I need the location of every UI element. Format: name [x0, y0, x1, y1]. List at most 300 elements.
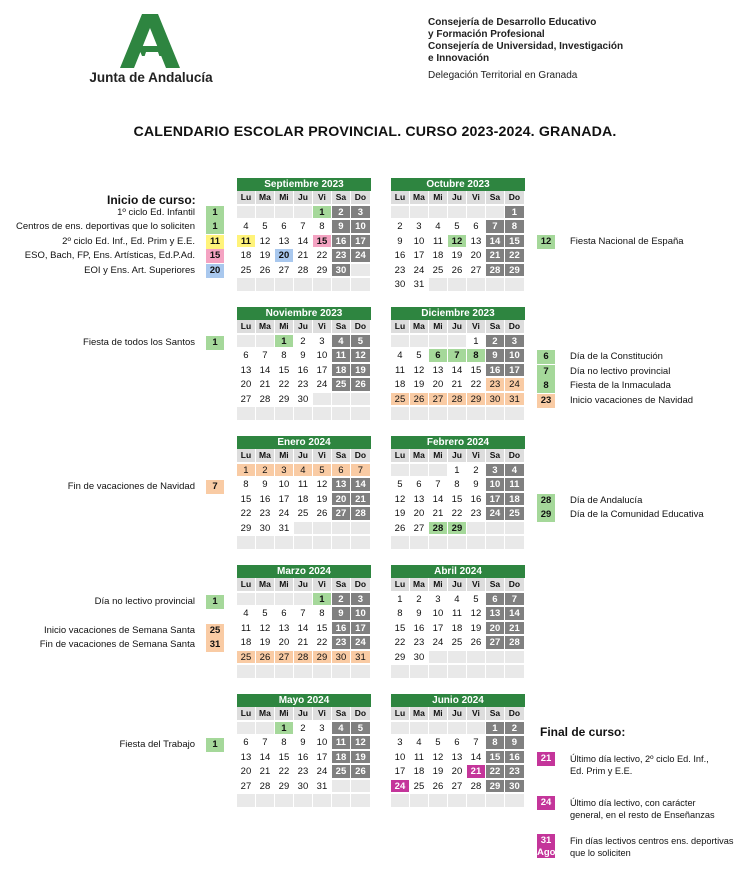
start-day-key: 20 [206, 264, 224, 278]
note-label: Fin de vacaciones de Semana Santa [39, 639, 195, 650]
day-cell: 31 [351, 651, 371, 665]
day-cell: 11 [410, 751, 429, 765]
day-cell: 16 [256, 493, 275, 507]
empty-cell [256, 665, 275, 679]
day-cell: 20 [332, 493, 351, 507]
month-title: Mayo 2024 [237, 694, 371, 707]
note-day-key: 6 [537, 350, 555, 364]
empty-cell [294, 407, 313, 421]
day-cell: 28 [294, 264, 313, 278]
day-cell: 11 [237, 235, 256, 249]
month-calendar [237, 178, 371, 293]
day-cell: 9 [391, 235, 410, 249]
day-cell: 25 [391, 393, 410, 407]
start-day-key: 1 [206, 206, 224, 220]
weekday-label: Lu [391, 449, 410, 463]
day-cell: 8 [237, 478, 256, 492]
week-row [237, 536, 371, 551]
day-cell: 22 [448, 507, 467, 521]
empty-cell [429, 464, 448, 478]
empty-cell [391, 407, 410, 421]
weekday-label: Vi [313, 449, 332, 463]
day-cell: 6 [237, 349, 256, 363]
note-day-key: 1 [206, 595, 224, 609]
day-cell: 30 [410, 651, 429, 665]
week-row [391, 536, 525, 551]
week-row [237, 235, 371, 250]
day-cell: 10 [505, 349, 525, 363]
week-row [237, 206, 371, 221]
weekday-label: Lu [391, 191, 410, 205]
empty-cell [313, 794, 332, 808]
day-cell: 8 [448, 478, 467, 492]
day-cell: 11 [505, 478, 525, 492]
day-cell: 1 [313, 593, 332, 607]
empty-cell [505, 278, 525, 292]
empty-cell [313, 393, 332, 407]
day-cell: 8 [313, 220, 332, 234]
month-calendar [391, 565, 525, 680]
weekday-label: Lu [391, 578, 410, 592]
day-cell: 1 [448, 464, 467, 478]
empty-cell [448, 665, 467, 679]
start-label: ESO, Bach, FP, Ens. Artísticas, Ed.P.Ad. [24, 250, 195, 261]
day-cell: 31 [275, 522, 294, 536]
weekday-label: Ju [448, 191, 467, 205]
day-cell: 17 [410, 249, 429, 263]
day-cell: 14 [256, 364, 275, 378]
day-cell: 23 [486, 378, 505, 392]
empty-cell [256, 722, 275, 736]
empty-cell [256, 407, 275, 421]
week-row [391, 736, 525, 751]
weekday-row [237, 449, 371, 464]
weekday-label: Mi [275, 320, 294, 334]
empty-cell [467, 206, 486, 220]
weekday-row [391, 320, 525, 335]
dept-line: y Formación Profesional [428, 29, 545, 40]
empty-cell [391, 206, 410, 220]
week-row [391, 522, 525, 537]
day-cell: 14 [486, 235, 505, 249]
empty-cell [351, 264, 371, 278]
weekday-row [391, 449, 525, 464]
day-cell: 16 [332, 622, 351, 636]
empty-cell [237, 278, 256, 292]
week-row [237, 378, 371, 393]
empty-cell [505, 651, 525, 665]
day-cell: 13 [467, 235, 486, 249]
weekday-label: Do [505, 707, 525, 721]
day-cell: 15 [237, 493, 256, 507]
note-label: Día no lectivo provincial [94, 596, 195, 607]
weekday-label: Lu [391, 320, 410, 334]
empty-cell [294, 665, 313, 679]
day-cell: 27 [275, 264, 294, 278]
weekday-label: Sa [332, 707, 351, 721]
start-label: 2º ciclo Ed. Inf., Ed. Prim y E.E. [62, 236, 195, 247]
note-day-key: 7 [206, 480, 224, 494]
end-label: Ed. Prim y E.E. [570, 766, 633, 776]
weekday-row [391, 191, 525, 206]
day-cell: 4 [332, 722, 351, 736]
day-cell: 17 [486, 493, 505, 507]
day-cell: 29 [275, 393, 294, 407]
empty-cell [391, 536, 410, 550]
day-cell: 3 [486, 464, 505, 478]
month-calendar [237, 694, 371, 809]
empty-cell [351, 522, 371, 536]
day-cell: 29 [275, 780, 294, 794]
empty-cell [429, 278, 448, 292]
day-cell: 8 [275, 349, 294, 363]
day-cell: 15 [486, 751, 505, 765]
day-cell: 8 [467, 349, 486, 363]
empty-cell [237, 206, 256, 220]
day-cell: 14 [429, 493, 448, 507]
day-cell: 10 [275, 478, 294, 492]
weekday-label: Mi [429, 707, 448, 721]
day-cell: 30 [256, 522, 275, 536]
day-cell: 22 [505, 249, 525, 263]
day-cell: 6 [410, 478, 429, 492]
day-cell: 13 [486, 607, 505, 621]
day-cell: 4 [448, 593, 467, 607]
month-calendar [391, 694, 525, 809]
day-cell: 2 [332, 206, 351, 220]
day-cell: 5 [429, 736, 448, 750]
week-row [237, 593, 371, 608]
empty-cell [410, 206, 429, 220]
weekday-label: Vi [313, 320, 332, 334]
day-cell: 17 [391, 765, 410, 779]
month-title: Diciembre 2023 [391, 307, 525, 320]
day-cell: 5 [410, 349, 429, 363]
empty-cell [448, 206, 467, 220]
day-cell: 26 [256, 651, 275, 665]
week-row [237, 278, 371, 293]
day-cell: 9 [467, 478, 486, 492]
start-title: Inicio de curso: [107, 193, 196, 207]
empty-cell [429, 722, 448, 736]
day-cell: 22 [275, 378, 294, 392]
week-row [237, 478, 371, 493]
day-cell: 10 [351, 607, 371, 621]
day-cell: 1 [275, 335, 294, 349]
day-cell: 12 [429, 751, 448, 765]
day-cell: 4 [429, 220, 448, 234]
weekday-label: Lu [391, 707, 410, 721]
end-label: general, en el resto de Enseñanzas [570, 810, 715, 820]
day-cell: 9 [294, 736, 313, 750]
empty-cell [486, 206, 505, 220]
month-title: Febrero 2024 [391, 436, 525, 449]
weekday-label: Vi [313, 191, 332, 205]
week-row [391, 349, 525, 364]
note-label: Inicio vacaciones de Semana Santa [43, 625, 195, 636]
day-cell: 12 [256, 235, 275, 249]
day-cell: 10 [313, 736, 332, 750]
day-cell: 7 [505, 593, 525, 607]
day-cell: 27 [429, 393, 448, 407]
weekday-label: Ju [448, 449, 467, 463]
day-cell: 30 [332, 651, 351, 665]
day-cell: 27 [275, 651, 294, 665]
day-cell: 15 [391, 622, 410, 636]
week-row [237, 522, 371, 537]
day-cell: 14 [294, 235, 313, 249]
day-cell: 18 [505, 493, 525, 507]
empty-cell [237, 665, 256, 679]
day-cell: 28 [429, 522, 448, 536]
day-cell: 13 [429, 364, 448, 378]
day-cell: 18 [332, 364, 351, 378]
week-row [391, 393, 525, 408]
day-cell: 16 [294, 751, 313, 765]
day-cell: 13 [275, 235, 294, 249]
day-cell: 19 [351, 751, 371, 765]
day-cell: 15 [313, 235, 332, 249]
week-row [237, 220, 371, 235]
start-day-key: 15 [206, 249, 224, 263]
day-cell: 29 [448, 522, 467, 536]
day-cell: 6 [275, 607, 294, 621]
start-label: Centros de ens. deportivas que lo soliciten [15, 221, 195, 232]
day-cell: 7 [467, 736, 486, 750]
day-cell: 5 [448, 220, 467, 234]
empty-cell [391, 335, 410, 349]
weekday-label: Do [351, 191, 371, 205]
day-cell: 4 [410, 736, 429, 750]
day-cell: 6 [275, 220, 294, 234]
day-cell: 23 [467, 507, 486, 521]
day-cell: 15 [448, 493, 467, 507]
day-cell: 17 [313, 751, 332, 765]
day-cell: 26 [410, 393, 429, 407]
week-row [391, 636, 525, 651]
day-cell: 20 [410, 507, 429, 521]
empty-cell [332, 278, 351, 292]
day-cell: 19 [448, 249, 467, 263]
weekday-row [391, 707, 525, 722]
empty-cell [237, 335, 256, 349]
empty-cell [505, 522, 525, 536]
day-cell: 8 [275, 736, 294, 750]
empty-cell [313, 278, 332, 292]
weekday-label: Ju [294, 707, 313, 721]
day-cell: 11 [237, 622, 256, 636]
day-cell: 4 [294, 464, 313, 478]
note-label: Día de Andalucía [570, 495, 643, 506]
week-row [391, 751, 525, 766]
empty-cell [256, 278, 275, 292]
day-cell: 16 [467, 493, 486, 507]
day-cell: 9 [410, 607, 429, 621]
empty-cell [486, 407, 505, 421]
weekday-label: Vi [467, 578, 486, 592]
empty-cell [448, 651, 467, 665]
day-cell: 10 [313, 349, 332, 363]
day-cell: 1 [467, 335, 486, 349]
empty-cell [448, 722, 467, 736]
day-cell: 13 [237, 364, 256, 378]
day-cell: 10 [429, 607, 448, 621]
day-cell: 8 [391, 607, 410, 621]
empty-cell [351, 393, 371, 407]
day-cell: 19 [467, 622, 486, 636]
note-day-key: 23 [537, 394, 555, 408]
week-row [391, 249, 525, 264]
empty-cell [237, 722, 256, 736]
empty-cell [467, 522, 486, 536]
month-title: Marzo 2024 [237, 565, 371, 578]
weekday-label: Mi [429, 449, 448, 463]
day-cell: 15 [275, 364, 294, 378]
weekday-label: Do [351, 707, 371, 721]
day-cell: 18 [410, 765, 429, 779]
day-cell: 17 [351, 622, 371, 636]
day-cell: 17 [505, 364, 525, 378]
end-label: Último día lectivo, 2º ciclo Ed. Inf., [570, 754, 709, 764]
day-cell: 9 [294, 349, 313, 363]
day-cell: 11 [294, 478, 313, 492]
day-cell: 25 [237, 264, 256, 278]
day-cell: 9 [256, 478, 275, 492]
weekday-label: Ju [294, 191, 313, 205]
weekday-label: Sa [486, 191, 505, 205]
day-cell: 16 [391, 249, 410, 263]
day-cell: 2 [294, 722, 313, 736]
day-cell: 5 [467, 593, 486, 607]
empty-cell [237, 536, 256, 550]
empty-cell [332, 393, 351, 407]
empty-cell [332, 522, 351, 536]
empty-cell [467, 407, 486, 421]
empty-cell [486, 522, 505, 536]
empty-cell [332, 536, 351, 550]
empty-cell [391, 722, 410, 736]
day-cell: 5 [256, 607, 275, 621]
weekday-label: Vi [467, 707, 486, 721]
weekday-label: Mi [429, 578, 448, 592]
day-cell: 18 [429, 249, 448, 263]
day-cell: 28 [486, 264, 505, 278]
day-cell: 2 [505, 722, 525, 736]
week-row [391, 607, 525, 622]
page-title: CALENDARIO ESCOLAR PROVINCIAL. CURSO 2023-2024. GRANADA. [133, 124, 617, 140]
day-cell: 11 [429, 235, 448, 249]
empty-cell [237, 407, 256, 421]
day-cell: 21 [429, 507, 448, 521]
day-cell: 18 [294, 493, 313, 507]
week-row [237, 349, 371, 364]
day-cell: 28 [256, 393, 275, 407]
empty-cell [410, 722, 429, 736]
day-cell: 3 [391, 736, 410, 750]
empty-cell [410, 464, 429, 478]
day-cell: 24 [275, 507, 294, 521]
dept-line: Consejería de Universidad, Investigación [428, 41, 624, 52]
weekday-label: Do [351, 578, 371, 592]
empty-cell [294, 206, 313, 220]
empty-cell [429, 407, 448, 421]
weekday-label: Vi [313, 707, 332, 721]
day-cell: 7 [448, 349, 467, 363]
month-calendar [237, 565, 371, 680]
weekday-row [237, 320, 371, 335]
week-row [391, 364, 525, 379]
day-cell: 30 [505, 780, 525, 794]
day-cell: 25 [410, 780, 429, 794]
day-cell: 2 [256, 464, 275, 478]
week-row [391, 722, 525, 737]
weekday-label: Ma [410, 191, 429, 205]
note-label: Día de la Comunidad Educativa [570, 509, 704, 520]
day-cell: 12 [313, 478, 332, 492]
day-cell: 18 [448, 622, 467, 636]
weekday-label: Do [505, 320, 525, 334]
day-cell: 14 [448, 364, 467, 378]
day-cell: 2 [410, 593, 429, 607]
day-cell: 21 [505, 622, 525, 636]
day-cell: 8 [505, 220, 525, 234]
end-day-key [537, 834, 555, 858]
day-cell: 1 [391, 593, 410, 607]
weekday-label: Mi [275, 578, 294, 592]
empty-cell [294, 522, 313, 536]
day-cell: 20 [486, 622, 505, 636]
weekday-label: Mi [429, 320, 448, 334]
week-row [391, 206, 525, 221]
week-row [391, 235, 525, 250]
week-row [237, 780, 371, 795]
day-cell: 24 [351, 636, 371, 650]
day-cell: 1 [505, 206, 525, 220]
day-cell: 12 [391, 493, 410, 507]
day-cell: 17 [429, 622, 448, 636]
weekday-label: Ju [448, 707, 467, 721]
empty-cell [429, 536, 448, 550]
day-cell: 19 [410, 378, 429, 392]
empty-cell [237, 593, 256, 607]
weekday-label: Sa [332, 449, 351, 463]
week-row [391, 593, 525, 608]
day-cell: 3 [351, 593, 371, 607]
day-cell: 25 [429, 264, 448, 278]
day-cell: 18 [332, 751, 351, 765]
week-row [237, 751, 371, 766]
empty-cell [467, 794, 486, 808]
weekday-label: Ju [448, 578, 467, 592]
weekday-label: Sa [486, 449, 505, 463]
week-row [391, 493, 525, 508]
week-row [391, 378, 525, 393]
day-cell: 1 [313, 206, 332, 220]
day-cell: 2 [294, 335, 313, 349]
weekday-label: Ju [294, 578, 313, 592]
empty-cell [313, 536, 332, 550]
end-day-key: 24 [537, 796, 555, 810]
day-cell: 14 [351, 478, 371, 492]
month-calendar [237, 307, 371, 422]
day-cell: 13 [448, 751, 467, 765]
week-row [237, 736, 371, 751]
day-cell: 28 [505, 636, 525, 650]
day-cell: 25 [448, 636, 467, 650]
day-cell: 2 [391, 220, 410, 234]
empty-cell [505, 794, 525, 808]
week-row [237, 493, 371, 508]
